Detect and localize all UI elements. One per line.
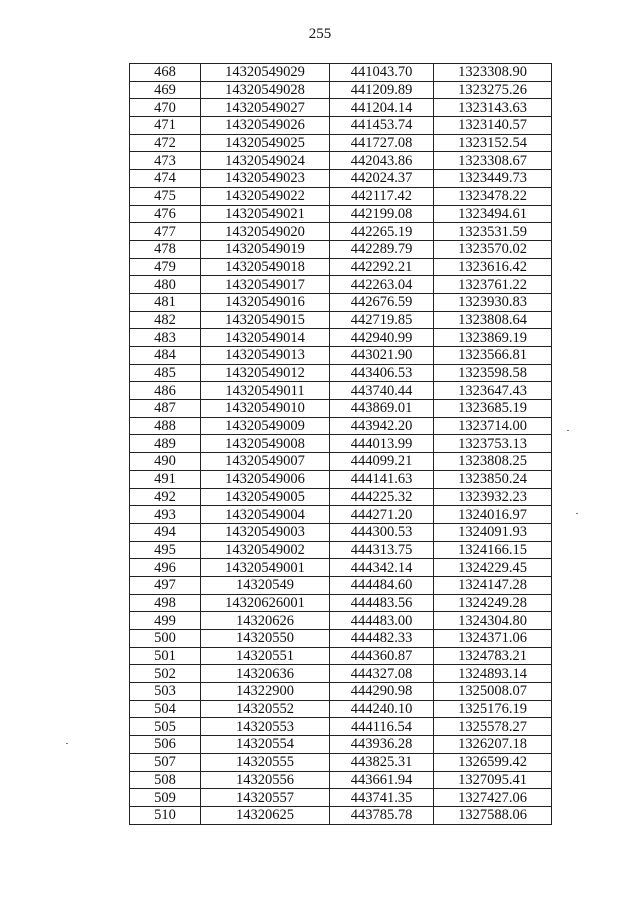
y-coordinate-cell: 1327588.06 xyxy=(434,806,552,824)
y-coordinate-cell: 1326599.42 xyxy=(434,753,552,771)
row-index-cell: 488 xyxy=(130,417,201,435)
row-index-cell: 475 xyxy=(130,187,201,205)
row-index-cell: 490 xyxy=(130,453,201,471)
point-id-cell: 14320556 xyxy=(201,771,330,789)
point-id-cell: 14320549017 xyxy=(201,276,330,294)
y-coordinate-cell: 1324229.45 xyxy=(434,559,552,577)
y-coordinate-cell: 1324783.21 xyxy=(434,647,552,665)
y-coordinate-cell: 1323869.19 xyxy=(434,329,552,347)
x-coordinate-cell: 442719.85 xyxy=(330,311,434,329)
y-coordinate-cell: 1324304.80 xyxy=(434,612,552,630)
table-row xyxy=(130,612,552,630)
row-index-cell: 487 xyxy=(130,400,201,418)
table-row xyxy=(130,700,552,718)
table-row xyxy=(130,576,552,594)
y-coordinate-cell: 1323449.73 xyxy=(434,170,552,188)
x-coordinate-cell: 443661.94 xyxy=(330,771,434,789)
point-id-cell: 14320553 xyxy=(201,718,330,736)
x-coordinate-cell: 444327.08 xyxy=(330,665,434,683)
point-id-cell: 14320549007 xyxy=(201,453,330,471)
y-coordinate-cell: 1324016.97 xyxy=(434,506,552,524)
point-id-cell: 14320549010 xyxy=(201,400,330,418)
row-index-cell: 496 xyxy=(130,559,201,577)
row-index-cell: 508 xyxy=(130,771,201,789)
x-coordinate-cell: 443942.20 xyxy=(330,417,434,435)
y-coordinate-cell: 1323308.67 xyxy=(434,152,552,170)
table-row xyxy=(130,789,552,807)
table-row xyxy=(130,559,552,577)
table-row xyxy=(130,117,552,135)
y-coordinate-cell: 1323647.43 xyxy=(434,382,552,400)
x-coordinate-cell: 443741.35 xyxy=(330,789,434,807)
point-id-cell: 14320549016 xyxy=(201,293,330,311)
y-coordinate-cell: 1327095.41 xyxy=(434,771,552,789)
table-row xyxy=(130,683,552,701)
y-coordinate-cell: 1323531.59 xyxy=(434,223,552,241)
x-coordinate-cell: 442289.79 xyxy=(330,240,434,258)
point-id-cell: 14320625 xyxy=(201,806,330,824)
y-coordinate-cell: 1323932.23 xyxy=(434,488,552,506)
row-index-cell: 478 xyxy=(130,240,201,258)
y-coordinate-cell: 1323753.13 xyxy=(434,435,552,453)
x-coordinate-cell: 444116.54 xyxy=(330,718,434,736)
table-row xyxy=(130,753,552,771)
x-coordinate-cell: 443740.44 xyxy=(330,382,434,400)
y-coordinate-cell: 1325008.07 xyxy=(434,683,552,701)
point-id-cell: 14320549 xyxy=(201,576,330,594)
y-coordinate-cell: 1323566.81 xyxy=(434,347,552,365)
point-id-cell: 14320549006 xyxy=(201,470,330,488)
x-coordinate-cell: 441209.89 xyxy=(330,81,434,99)
point-id-cell: 14320626 xyxy=(201,612,330,630)
x-coordinate-cell: 442265.19 xyxy=(330,223,434,241)
row-index-cell: 506 xyxy=(130,736,201,754)
row-index-cell: 481 xyxy=(130,293,201,311)
x-coordinate-cell: 444482.33 xyxy=(330,630,434,648)
x-coordinate-cell: 442024.37 xyxy=(330,170,434,188)
point-id-cell: 14320549019 xyxy=(201,240,330,258)
y-coordinate-cell: 1323930.83 xyxy=(434,293,552,311)
point-id-cell: 14320549012 xyxy=(201,364,330,382)
point-id-cell: 14320549018 xyxy=(201,258,330,276)
point-id-cell: 14320549011 xyxy=(201,382,330,400)
page-number: 255 xyxy=(308,26,332,42)
point-id-cell: 14320549021 xyxy=(201,205,330,223)
row-index-cell: 492 xyxy=(130,488,201,506)
table-row xyxy=(130,152,552,170)
point-id-cell: 14320549020 xyxy=(201,223,330,241)
row-index-cell: 502 xyxy=(130,665,201,683)
point-id-cell: 14320549023 xyxy=(201,170,330,188)
row-index-cell: 474 xyxy=(130,170,201,188)
x-coordinate-cell: 441727.08 xyxy=(330,134,434,152)
row-index-cell: 486 xyxy=(130,382,201,400)
table-row xyxy=(130,736,552,754)
row-index-cell: 505 xyxy=(130,718,201,736)
point-id-cell: 14320636 xyxy=(201,665,330,683)
x-coordinate-cell: 444240.10 xyxy=(330,700,434,718)
y-coordinate-cell: 1324091.93 xyxy=(434,523,552,541)
row-index-cell: 482 xyxy=(130,311,201,329)
row-index-cell: 501 xyxy=(130,647,201,665)
point-id-cell: 14320549025 xyxy=(201,134,330,152)
table-row xyxy=(130,647,552,665)
point-id-cell: 14320549029 xyxy=(201,64,330,82)
table-row xyxy=(130,258,552,276)
y-coordinate-cell: 1323714.00 xyxy=(434,417,552,435)
table-row xyxy=(130,718,552,736)
row-index-cell: 473 xyxy=(130,152,201,170)
x-coordinate-cell: 443785.78 xyxy=(330,806,434,824)
table-row xyxy=(130,400,552,418)
x-coordinate-cell: 441453.74 xyxy=(330,117,434,135)
point-id-cell: 14320549015 xyxy=(201,311,330,329)
x-coordinate-cell: 442292.21 xyxy=(330,258,434,276)
row-index-cell: 476 xyxy=(130,205,201,223)
x-coordinate-cell: 444300.53 xyxy=(330,523,434,541)
x-coordinate-cell: 442199.08 xyxy=(330,205,434,223)
point-id-cell: 14320549024 xyxy=(201,152,330,170)
x-coordinate-cell: 444360.87 xyxy=(330,647,434,665)
y-coordinate-cell: 1323140.57 xyxy=(434,117,552,135)
y-coordinate-cell: 1324249.28 xyxy=(434,594,552,612)
row-index-cell: 471 xyxy=(130,117,201,135)
row-index-cell: 509 xyxy=(130,789,201,807)
y-coordinate-cell: 1323494.61 xyxy=(434,205,552,223)
row-index-cell: 504 xyxy=(130,700,201,718)
row-index-cell: 493 xyxy=(130,506,201,524)
table-row xyxy=(130,630,552,648)
point-id-cell: 14320549014 xyxy=(201,329,330,347)
coordinates-table-body xyxy=(130,64,552,825)
table-row xyxy=(130,417,552,435)
table-row xyxy=(130,311,552,329)
y-coordinate-cell: 1323308.90 xyxy=(434,64,552,82)
y-coordinate-cell: 1323616.42 xyxy=(434,258,552,276)
y-coordinate-cell: 1324147.28 xyxy=(434,576,552,594)
point-id-cell: 14320549004 xyxy=(201,506,330,524)
table-row xyxy=(130,523,552,541)
x-coordinate-cell: 443406.53 xyxy=(330,364,434,382)
row-index-cell: 489 xyxy=(130,435,201,453)
row-index-cell: 494 xyxy=(130,523,201,541)
x-coordinate-cell: 444099.21 xyxy=(330,453,434,471)
x-coordinate-cell: 444342.14 xyxy=(330,559,434,577)
table-row xyxy=(130,187,552,205)
point-id-cell: 14320549013 xyxy=(201,347,330,365)
row-index-cell: 483 xyxy=(130,329,201,347)
table-row xyxy=(130,594,552,612)
x-coordinate-cell: 444483.00 xyxy=(330,612,434,630)
scan-speck xyxy=(66,743,68,744)
row-index-cell: 503 xyxy=(130,683,201,701)
point-id-cell: 14320551 xyxy=(201,647,330,665)
y-coordinate-cell: 1323598.58 xyxy=(434,364,552,382)
table-row xyxy=(130,170,552,188)
point-id-cell: 14320549005 xyxy=(201,488,330,506)
row-index-cell: 472 xyxy=(130,134,201,152)
table-row xyxy=(130,81,552,99)
point-id-cell: 14320552 xyxy=(201,700,330,718)
y-coordinate-cell: 1323143.63 xyxy=(434,99,552,117)
table-row xyxy=(130,205,552,223)
row-index-cell: 485 xyxy=(130,364,201,382)
row-index-cell: 498 xyxy=(130,594,201,612)
point-id-cell: 14322900 xyxy=(201,683,330,701)
row-index-cell: 479 xyxy=(130,258,201,276)
x-coordinate-cell: 441204.14 xyxy=(330,99,434,117)
table-row xyxy=(130,364,552,382)
x-coordinate-cell: 444313.75 xyxy=(330,541,434,559)
row-index-cell: 484 xyxy=(130,347,201,365)
y-coordinate-cell: 1323478.22 xyxy=(434,187,552,205)
row-index-cell: 495 xyxy=(130,541,201,559)
table-row xyxy=(130,435,552,453)
point-id-cell: 14320549002 xyxy=(201,541,330,559)
row-index-cell: 480 xyxy=(130,276,201,294)
table-row xyxy=(130,276,552,294)
table-row xyxy=(130,240,552,258)
point-id-cell: 14320549022 xyxy=(201,187,330,205)
point-id-cell: 14320549003 xyxy=(201,523,330,541)
table-row xyxy=(130,771,552,789)
row-index-cell: 477 xyxy=(130,223,201,241)
table-row xyxy=(130,329,552,347)
x-coordinate-cell: 443825.31 xyxy=(330,753,434,771)
table-row xyxy=(130,347,552,365)
table-row xyxy=(130,293,552,311)
y-coordinate-cell: 1323275.26 xyxy=(434,81,552,99)
y-coordinate-cell: 1326207.18 xyxy=(434,736,552,754)
x-coordinate-cell: 442117.42 xyxy=(330,187,434,205)
x-coordinate-cell: 443021.90 xyxy=(330,347,434,365)
row-index-cell: 470 xyxy=(130,99,201,117)
y-coordinate-cell: 1323685.19 xyxy=(434,400,552,418)
point-id-cell: 14320549027 xyxy=(201,99,330,117)
point-id-cell: 14320550 xyxy=(201,630,330,648)
table-row xyxy=(130,806,552,824)
row-index-cell: 497 xyxy=(130,576,201,594)
x-coordinate-cell: 444271.20 xyxy=(330,506,434,524)
row-index-cell: 499 xyxy=(130,612,201,630)
x-coordinate-cell: 444225.32 xyxy=(330,488,434,506)
y-coordinate-cell: 1324371.06 xyxy=(434,630,552,648)
table-row xyxy=(130,488,552,506)
x-coordinate-cell: 444013.99 xyxy=(330,435,434,453)
point-id-cell: 14320626001 xyxy=(201,594,330,612)
x-coordinate-cell: 442043.86 xyxy=(330,152,434,170)
scan-speck xyxy=(567,430,569,431)
point-id-cell: 14320554 xyxy=(201,736,330,754)
point-id-cell: 14320549009 xyxy=(201,417,330,435)
y-coordinate-cell: 1324166.15 xyxy=(434,541,552,559)
point-id-cell: 14320549008 xyxy=(201,435,330,453)
table-row xyxy=(130,64,552,82)
table-row xyxy=(130,506,552,524)
table-row xyxy=(130,223,552,241)
point-id-cell: 14320555 xyxy=(201,753,330,771)
point-id-cell: 14320557 xyxy=(201,789,330,807)
y-coordinate-cell: 1323761.22 xyxy=(434,276,552,294)
y-coordinate-cell: 1324893.14 xyxy=(434,665,552,683)
row-index-cell: 469 xyxy=(130,81,201,99)
y-coordinate-cell: 1323850.24 xyxy=(434,470,552,488)
x-coordinate-cell: 442676.59 xyxy=(330,293,434,311)
table-row xyxy=(130,470,552,488)
row-index-cell: 468 xyxy=(130,64,201,82)
coordinates-table xyxy=(129,63,552,825)
y-coordinate-cell: 1327427.06 xyxy=(434,789,552,807)
y-coordinate-cell: 1323152.54 xyxy=(434,134,552,152)
table-row xyxy=(130,99,552,117)
point-id-cell: 14320549001 xyxy=(201,559,330,577)
x-coordinate-cell: 444141.63 xyxy=(330,470,434,488)
x-coordinate-cell: 441043.70 xyxy=(330,64,434,82)
point-id-cell: 14320549026 xyxy=(201,117,330,135)
y-coordinate-cell: 1323808.25 xyxy=(434,453,552,471)
table-row xyxy=(130,665,552,683)
x-coordinate-cell: 443936.28 xyxy=(330,736,434,754)
y-coordinate-cell: 1325578.27 xyxy=(434,718,552,736)
x-coordinate-cell: 442263.04 xyxy=(330,276,434,294)
table-row xyxy=(130,382,552,400)
row-index-cell: 500 xyxy=(130,630,201,648)
x-coordinate-cell: 444484.60 xyxy=(330,576,434,594)
point-id-cell: 14320549028 xyxy=(201,81,330,99)
table-row xyxy=(130,134,552,152)
x-coordinate-cell: 443869.01 xyxy=(330,400,434,418)
row-index-cell: 510 xyxy=(130,806,201,824)
y-coordinate-cell: 1323570.02 xyxy=(434,240,552,258)
y-coordinate-cell: 1325176.19 xyxy=(434,700,552,718)
scan-speck xyxy=(576,513,578,514)
y-coordinate-cell: 1323808.64 xyxy=(434,311,552,329)
x-coordinate-cell: 442940.99 xyxy=(330,329,434,347)
x-coordinate-cell: 444290.98 xyxy=(330,683,434,701)
table-row xyxy=(130,453,552,471)
x-coordinate-cell: 444483.56 xyxy=(330,594,434,612)
row-index-cell: 507 xyxy=(130,753,201,771)
table-row xyxy=(130,541,552,559)
row-index-cell: 491 xyxy=(130,470,201,488)
